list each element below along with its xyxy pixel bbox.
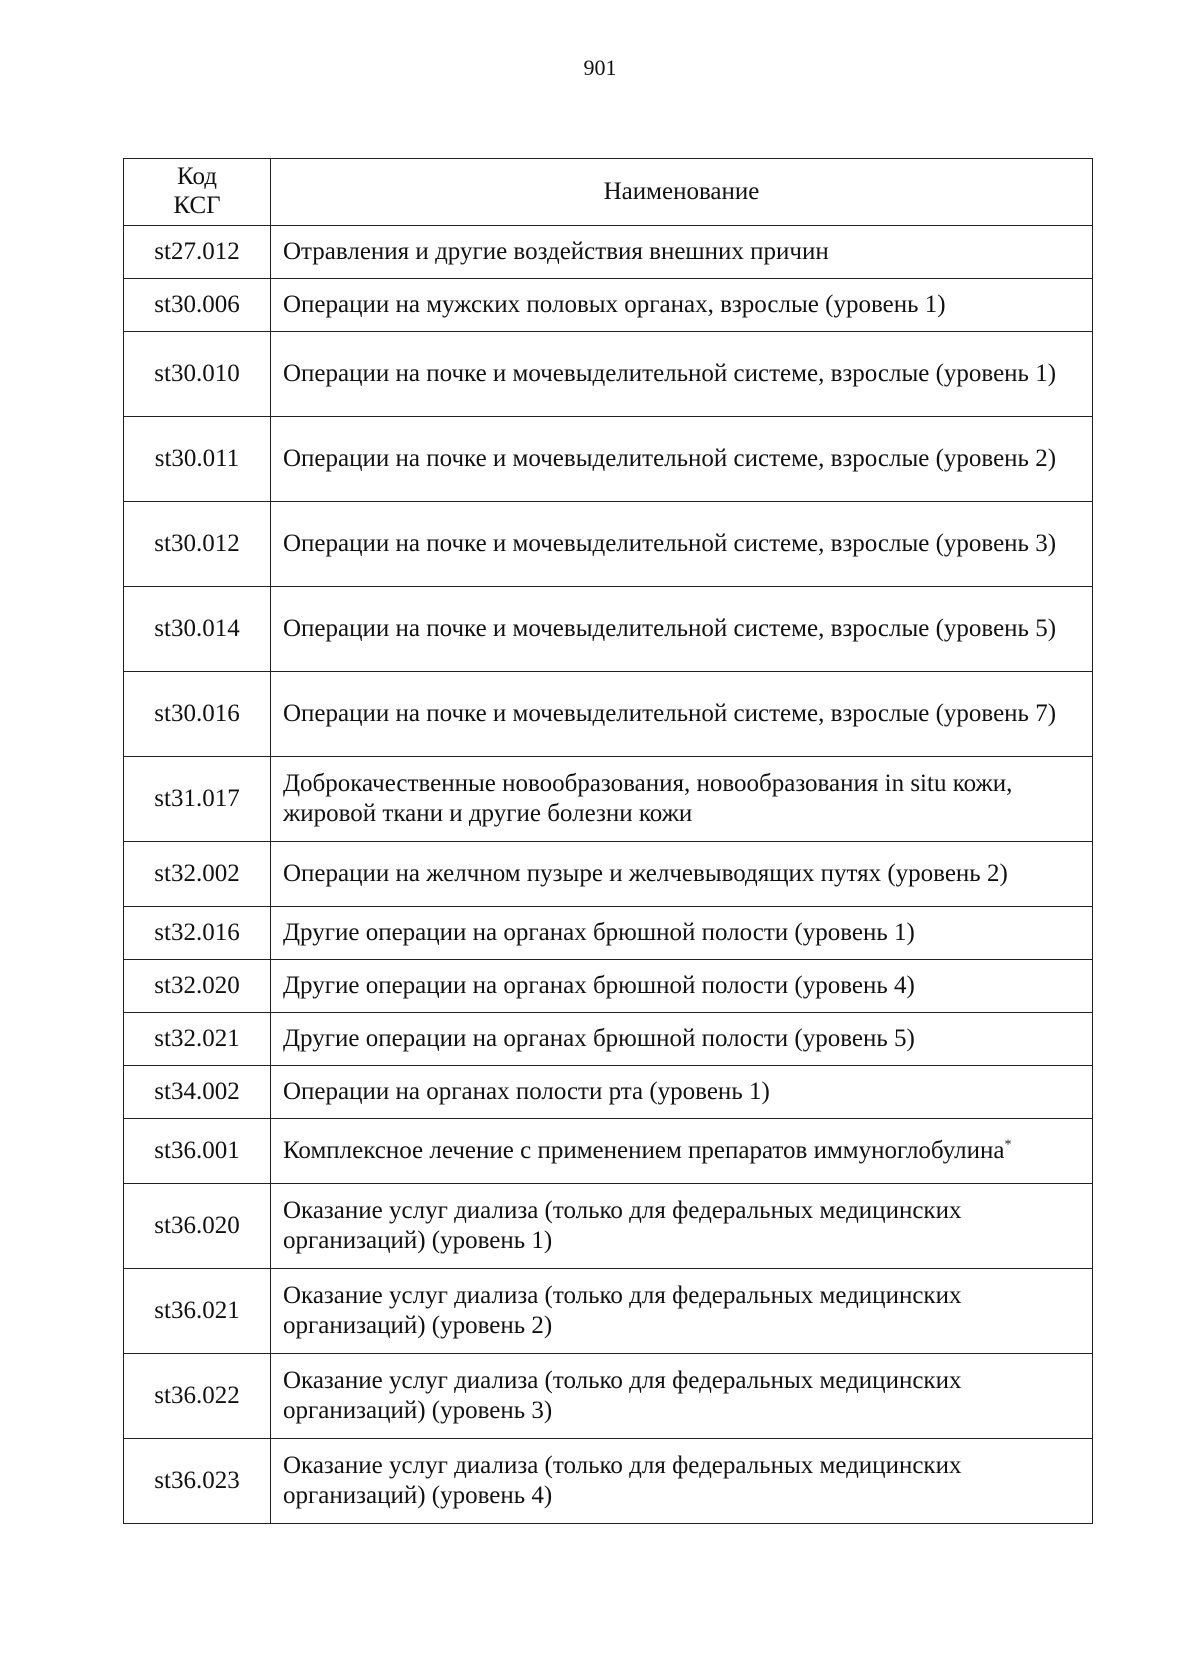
ksg-name-cell (271, 1119, 1093, 1184)
table-row (124, 1013, 1093, 1066)
table-row (124, 226, 1093, 279)
ksg-name-text: Операции на почке и мочевыделительной системе, взрослые (уровень 1) (283, 360, 1057, 387)
ksg-name-cell (271, 226, 1093, 279)
ksg-name-text: Доброкачественные новообразования, новообразования in situ кожи, жировой ткани и другие болезни кожи (283, 770, 1013, 827)
table-row (124, 757, 1093, 842)
table-row (124, 907, 1093, 960)
table-row (124, 1066, 1093, 1119)
ksg-code-cell: st30.012 (124, 502, 271, 587)
ksg-code-cell: st36.001 (124, 1119, 271, 1184)
ksg-code-cell: st32.021 (124, 1013, 271, 1066)
ksg-name-cell (271, 587, 1093, 672)
ksg-code-cell: st32.020 (124, 960, 271, 1013)
header-code (124, 159, 271, 226)
ksg-code-cell: st30.016 (124, 672, 271, 757)
ksg-code-cell: st36.023 (124, 1439, 271, 1524)
ksg-name-cell (271, 417, 1093, 502)
table-row (124, 502, 1093, 587)
table-row (124, 1184, 1093, 1269)
header-code-line2: КСГ (173, 192, 221, 219)
table-row (124, 332, 1093, 417)
ksg-code-cell: st30.014 (124, 587, 271, 672)
ksg-name-cell (271, 907, 1093, 960)
ksg-code-cell: st30.006 (124, 279, 271, 332)
ksg-name-cell (271, 1066, 1093, 1119)
table-row (124, 1119, 1093, 1184)
table-row (124, 1439, 1093, 1524)
ksg-name-text: Другие операции на органах брюшной полости (уровень 5) (283, 1025, 915, 1052)
ksg-code-cell: st32.002 (124, 842, 271, 907)
header-code-line1: Код (177, 163, 217, 191)
ksg-code-cell: st31.017 (124, 757, 271, 842)
table-row (124, 1269, 1093, 1354)
ksg-name-text: Оказание услуг диализа (только для федеральных медицинских организаций) (уровень 2) (283, 1282, 962, 1339)
ksg-name-text: Оказание услуг диализа (только для федеральных медицинских организаций) (уровень 4) (283, 1452, 962, 1509)
ksg-name-text: Операции на почке и мочевыделительной системе, взрослые (уровень 7) (283, 700, 1057, 727)
ksg-name-cell (271, 279, 1093, 332)
ksg-name-text: Операции на почке и мочевыделительной системе, взрослые (уровень 2) (283, 445, 1057, 472)
table-row (124, 417, 1093, 502)
ksg-code-cell: st36.020 (124, 1184, 271, 1269)
ksg-name-text: Оказание услуг диализа (только для федеральных медицинских организаций) (уровень 3) (283, 1367, 962, 1424)
table-header-row (124, 159, 1093, 226)
ksg-code-cell: st36.022 (124, 1354, 271, 1439)
ksg-name-text: Операции на желчном пузыре и желчевыводящих путях (уровень 2) (283, 860, 1008, 887)
page-number: 901 (583, 55, 617, 80)
ksg-name-text: Операции на мужских половых органах, взрослые (уровень 1) (283, 291, 946, 318)
ksg-name-text: Оказание услуг диализа (только для федеральных медицинских организаций) (уровень 1) (283, 1197, 962, 1254)
ksg-name-cell (271, 842, 1093, 907)
table-row (124, 960, 1093, 1013)
footnote-marker: * (1004, 1137, 1012, 1153)
ksg-name-text: Другие операции на органах брюшной полости (уровень 4) (283, 972, 915, 999)
ksg-name-text: Операции на почке и мочевыделительной системе, взрослые (уровень 5) (283, 615, 1057, 642)
ksg-name-text: Операции на почке и мочевыделительной системе, взрослые (уровень 3) (283, 530, 1057, 557)
ksg-name-cell (271, 1013, 1093, 1066)
table-body (124, 226, 1093, 1524)
table-row (124, 279, 1093, 332)
ksg-name-cell (271, 1354, 1093, 1439)
header-name: Наименование (271, 159, 1093, 226)
ksg-name-text: Комплексное лечение с применением препаратов иммуноглобулина (283, 1137, 1005, 1164)
ksg-name-cell (271, 1269, 1093, 1354)
ksg-name-cell (271, 1439, 1093, 1524)
ksg-code-cell: st30.011 (124, 417, 271, 502)
ksg-name-cell (271, 332, 1093, 417)
ksg-name-cell (271, 757, 1093, 842)
ksg-name-text: Операции на органах полости рта (уровень 1) (283, 1078, 770, 1105)
table-row (124, 587, 1093, 672)
ksg-name-cell (271, 1184, 1093, 1269)
ksg-table (123, 158, 1093, 1524)
ksg-name-cell (271, 502, 1093, 587)
table-row (124, 842, 1093, 907)
ksg-code-cell: st27.012 (124, 226, 271, 279)
ksg-code-cell: st36.021 (124, 1269, 271, 1354)
ksg-name-text: Другие операции на органах брюшной полости (уровень 1) (283, 919, 915, 946)
ksg-name-cell (271, 960, 1093, 1013)
table-row (124, 1354, 1093, 1439)
ksg-code-cell: st30.010 (124, 332, 271, 417)
table-row (124, 672, 1093, 757)
ksg-name-text: Отравления и другие воздействия внешних причин (283, 238, 829, 265)
ksg-code-cell: st34.002 (124, 1066, 271, 1119)
ksg-name-cell (271, 672, 1093, 757)
ksg-code-cell: st32.016 (124, 907, 271, 960)
